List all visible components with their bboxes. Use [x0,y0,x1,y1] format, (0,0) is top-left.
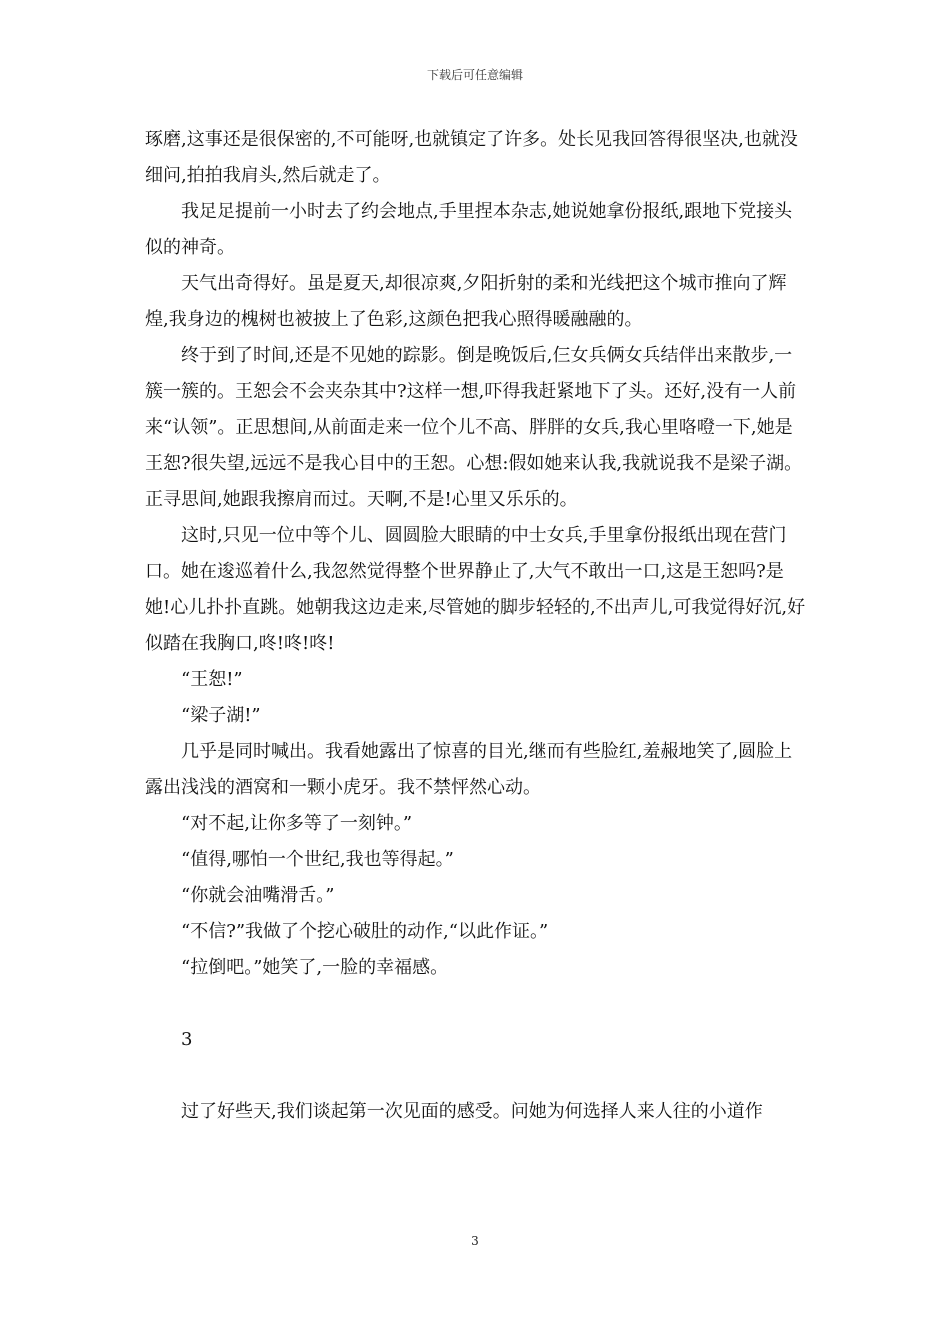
page-number: 3 [471,1234,479,1248]
document-body [145,122,807,1130]
dialogue-sorry: “对不起,让你多等了一刻钟。” [181,813,413,834]
paragraph-8: 几乎是同时喊出。我看她露出了惊喜的目光,继而有些脸红,羞赧地笑了,圆脸上露出浅浅的酒窝和一颗小虎牙。我不禁怦然心动。 [145,741,793,798]
paragraph-1: 琢磨,这事还是很保密的,不可能呀,也就镇定了许多。处长见我回答得很坚决,也就没细问,拍拍我肩头,然后就走了。 [145,129,798,186]
dialogue-liang-zihu: “梁子湖!” [181,705,261,726]
paragraph-3: 天气出奇得好。虽是夏天,却很凉爽,夕阳折射的柔和光线把这个城市推向了辉煌,我身边的槐树也被披上了色彩,这颜色把我心照得暖融融的。 [145,273,787,330]
dialogue-worth: “值得,哪怕一个世纪,我也等得起。” [181,849,454,870]
dialogue-forget-it: “拉倒吧。”她笑了,一脸的幸福感。 [181,957,449,978]
paragraph-4: 终于到了时间,还是不见她的踪影。倒是晚饭后,仨女兵俩女兵结伴出来散步,一簇一簇的。王恕会不会夹杂其中?这样一想,吓得我赶紧地下了头。还好,没有一人前来“认领”。正思想间,从前面走来一位个儿不高、胖胖的女兵,我心里咯噔一下,她是王恕?很失望,远远不是我心目中的王恕。心想:假如她来认我,我就说我不是梁子湖。正寻思间,她跟我擦肩而过。天啊,不是!心里又乐乐的。 [145,345,803,510]
dialogue-wang-shu: “王恕!” [181,669,243,690]
dialogue-dont-believe: “不信?”我做了个挖心破肚的动作,“以此作证。” [181,921,549,942]
paragraph-2: 我足足提前一小时去了约会地点,手里捏本杂志,她说她拿份报纸,跟地下党接头似的神奇。 [145,201,793,258]
page-header: 下载后可任意编辑 [426,68,523,82]
tail-paragraph: 过了好些天,我们谈起第一次见面的感受。问她为何选择人来人往的小道作 [181,1101,763,1122]
paragraph-5: 这时,只见一位中等个儿、圆圆脸大眼睛的中士女兵,手里拿份报纸出现在营门口。她在逡巡着什么,我忽然觉得整个世界静止了,大气不敢出一口,这是王恕吗?是她!心儿扑扑直跳。她朝我这边走来,尽管她的脚步轻轻的,不出声儿,可我觉得好沉,好似踏在我胸口,咚!咚!咚! [145,525,806,654]
dialogue-smooth-talk: “你就会油嘴滑舌。” [181,885,335,906]
section-number: 3 [181,1029,193,1050]
